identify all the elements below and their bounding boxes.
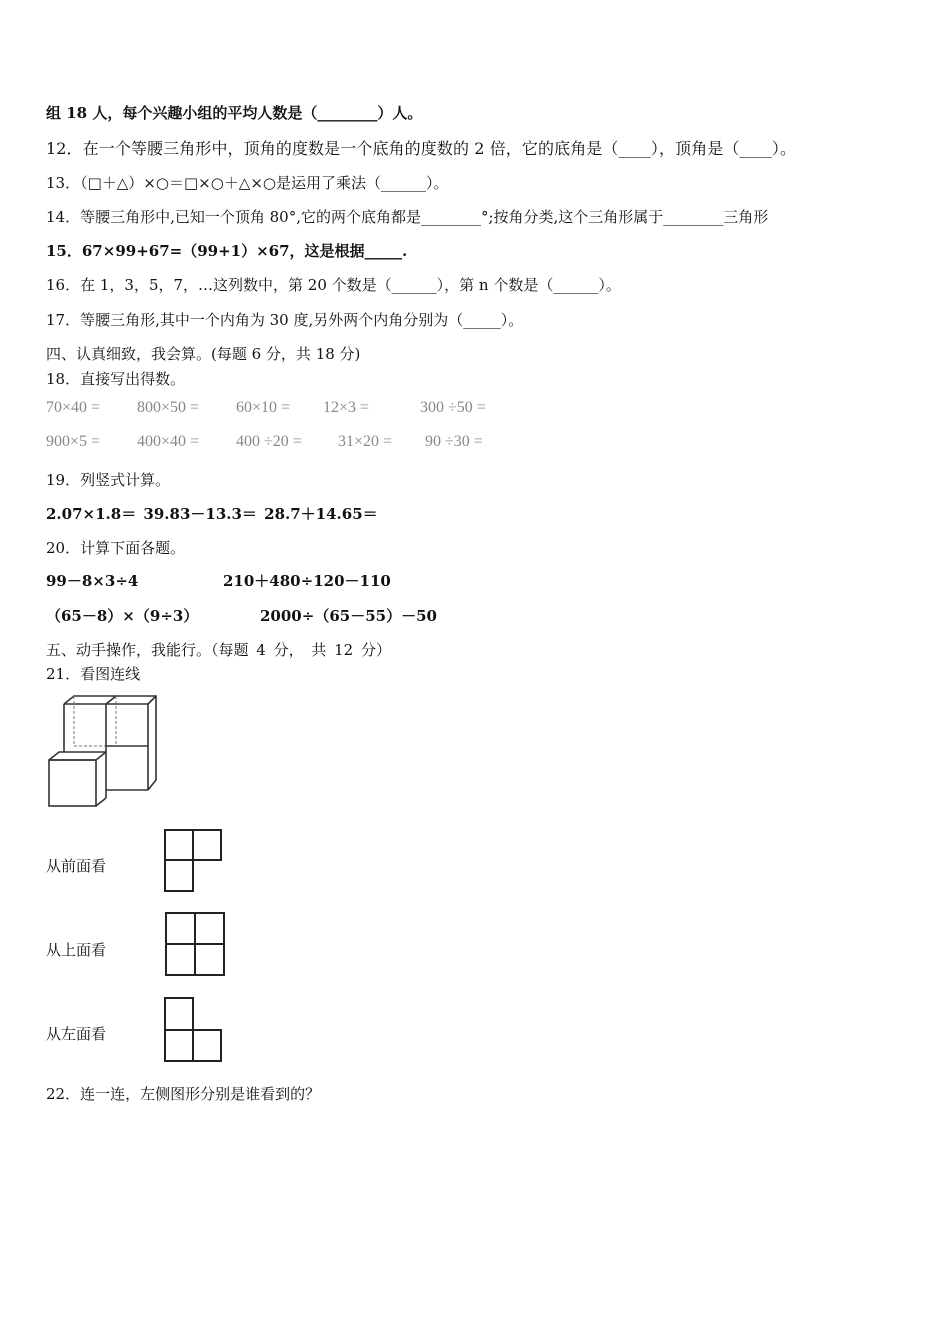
view-label-left: 从左面看 [46, 1025, 107, 1043]
calc-item: 400 ÷20 = [236, 433, 302, 450]
question-20-d: 2000÷（65－55）－50 [260, 607, 437, 625]
question-12: 12．在一个等腰三角形中，顶角的度数是一个底角的度数的 2 倍，它的底角是（____），顶角是（____）。 [46, 139, 797, 158]
question-20-b: 210＋480÷120－110 [223, 572, 391, 590]
calc-item: 12×3 = [323, 399, 370, 416]
cube-stack-figure [44, 694, 159, 810]
calc-item: 800×50 = [137, 399, 200, 416]
question-21: 21．看图连线 [46, 665, 141, 683]
view-label-front: 从前面看 [46, 857, 107, 875]
question-15: 15．67×99+67=（99+1）×67，这是根据_____. [46, 242, 408, 260]
calc-item: 70×40 = [46, 399, 101, 416]
question-17: 17．等腰三角形,其中一个内角为 30 度,另外两个内角分别为（_____）。 [46, 311, 524, 329]
question-19-items: 2.07×1.8＝ 39.83－13.3＝ 28.7＋14.65＝ [46, 505, 378, 523]
question-11-tail: 组 18 人，每个兴趣小组的平均人数是（________）人。 [46, 104, 423, 122]
calc-item: 300 ÷50 = [420, 399, 486, 416]
question-22: 22．连一连，左侧图形分别是谁看到的？ [46, 1085, 321, 1103]
question-16: 16．在 1，3，5，7，…这列数中，第 20 个数是（______），第 n 个数是（______）。 [46, 276, 621, 294]
view-shape-2[interactable] [164, 911, 228, 979]
calc-item: 31×20 = [338, 433, 393, 450]
section-5-heading: 五、动手操作，我能行。（每题 4 分， 共 12 分） [46, 641, 391, 659]
calc-item: 90 ÷30 = [425, 433, 483, 450]
section-4-heading: 四、认真细致，我会算。(每题 6 分，共 18 分) [46, 345, 361, 363]
question-20-c: （65－8）×（9÷3） [46, 607, 199, 625]
question-14: 14．等腰三角形中,已知一个顶角 80°,它的两个底角都是________°;按角分类,这个三角形属于________三角形 [46, 208, 769, 226]
view-shape-1[interactable] [163, 828, 225, 894]
calc-item: 60×10 = [236, 399, 291, 416]
calc-item: 400×40 = [137, 433, 200, 450]
calc-item: 900×5 = [46, 433, 101, 450]
view-label-top: 从上面看 [46, 941, 107, 959]
question-13: 13．（□＋△）×○＝□×○＋△×○是运用了乘法（______）。 [46, 174, 449, 192]
question-18: 18．直接写出得数。 [46, 370, 186, 388]
question-20-a: 99－8×3÷4 [46, 572, 139, 590]
question-19: 19．列竖式计算。 [46, 471, 171, 489]
view-shape-3[interactable] [163, 996, 225, 1064]
question-20: 20．计算下面各题。 [46, 539, 186, 557]
